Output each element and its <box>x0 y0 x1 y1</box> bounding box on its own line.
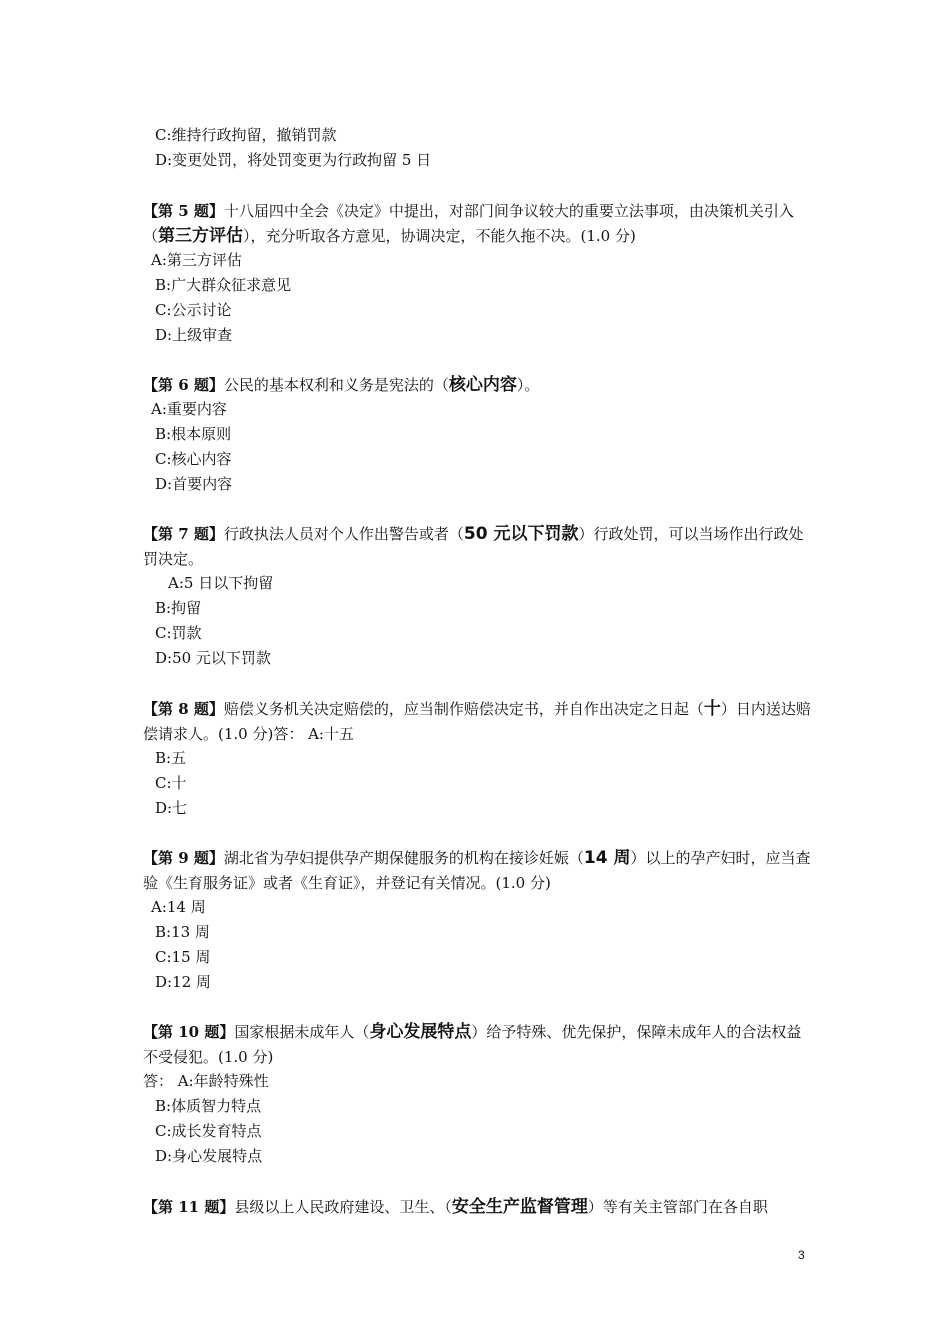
option-b: B:拘留 <box>155 599 202 617</box>
option-c: C:成长发育特点 <box>155 1122 262 1140</box>
answer-text: 14 周 <box>583 848 631 868</box>
answer-text: 安全生产监督管理 <box>451 1197 588 1217</box>
option-a: A:第三方评估 <box>151 251 242 269</box>
option-a: A:14 周 <box>151 898 206 916</box>
option-d: D:首要内容 <box>155 475 233 493</box>
option-c: C:十 <box>155 774 187 792</box>
question-text-tail: ）给予特殊、优先保护，保障未成年人的合法权益不受侵犯。(1.0 分) <box>143 1023 802 1066</box>
answer-prefix: 答： A:年龄特殊性 <box>143 1072 269 1090</box>
question-6 <box>143 373 811 398</box>
question-5 <box>143 199 811 249</box>
answer-text: 50 元以下罚款 <box>463 524 579 544</box>
option-d: D:12 周 <box>155 973 211 991</box>
question-text: 赔偿义务机关决定赔偿的，应当制作赔偿决定书，并自作出决定之日起（ <box>223 700 704 718</box>
option-d: D:上级审查 <box>155 326 233 344</box>
option-b: B:体质智力特点 <box>155 1097 262 1115</box>
option-a: A:重要内容 <box>151 400 227 418</box>
question-text: 行政执法人员对个人作出警告或者（ <box>223 525 464 543</box>
question-text: 公民的基本权利和义务是宪法的（ <box>223 376 449 394</box>
option-b: B:13 周 <box>155 923 210 941</box>
answer-text: 十 <box>703 699 721 719</box>
question-text-tail: ）日内送达赔偿请求人。(1.0 分)答： A:十五 <box>143 700 811 743</box>
question-label: 【第 8 题】 <box>143 700 224 718</box>
page-number: 3 <box>798 1248 805 1262</box>
option-a: A:5 日以下拘留 <box>168 574 274 592</box>
option-c: C:15 周 <box>155 948 211 966</box>
option-b: B:根本原则 <box>155 425 232 443</box>
option-c: C:核心内容 <box>155 450 232 468</box>
question-9 <box>143 846 811 896</box>
question-7 <box>143 522 811 572</box>
question-text-tail: ）等有关主管部门在各自职 <box>587 1198 768 1216</box>
question-text: 湖北省为孕妇提供孕产期保健服务的机构在接诊妊娠（ <box>223 849 584 867</box>
option-b: B:五 <box>155 749 187 767</box>
question-text-tail: ）。 <box>516 376 540 394</box>
option-d: D:身心发展特点 <box>155 1147 263 1165</box>
question-label: 【第 10 题】 <box>143 1023 235 1041</box>
question-text: 国家根据未成年人（ <box>234 1023 370 1041</box>
answer-text: 核心内容 <box>448 375 517 395</box>
option-b: B:广大群众征求意见 <box>155 276 292 294</box>
question-label: 【第 11 题】 <box>143 1198 235 1216</box>
question-11 <box>143 1195 811 1220</box>
question-10 <box>143 1020 811 1070</box>
question-label: 【第 5 题】 <box>143 202 224 220</box>
question-text: 县级以上人民政府建设、卫生、（ <box>234 1198 452 1216</box>
answer-text: 身心发展特点 <box>369 1022 472 1042</box>
question-label: 【第 6 题】 <box>143 376 224 394</box>
question-text-tail: ），充分听取各方意见，协调决定，不能久拖不决。(1.0 分) <box>243 227 636 245</box>
option-c: C:维持行政拘留，撤销罚款 <box>155 126 337 144</box>
answer-text: 第三方评估 <box>158 226 244 246</box>
question-label: 【第 7 题】 <box>143 525 224 543</box>
question-text: 十八届四中全会《决定》中提出，对部门间争议较大的重要立法事项，由决策机关引入（ <box>143 202 794 245</box>
option-c: C:罚款 <box>155 624 202 642</box>
option-d: D:50 元以下罚款 <box>155 649 271 667</box>
option-c: C:公示讨论 <box>155 301 232 319</box>
question-label: 【第 9 题】 <box>143 849 224 867</box>
option-d: D:变更处罚，将处罚变更为行政拘留 5 日 <box>155 151 432 169</box>
question-text-tail: ）以上的孕产妇时，应当查验《生育服务证》或者《生育证》，并登记有关情况。(1.0 分) <box>143 849 811 892</box>
question-8 <box>143 697 811 747</box>
question-text-tail: ）行政处罚，可以当场作出行政处罚决定。 <box>143 525 804 568</box>
option-d: D:七 <box>155 799 188 817</box>
